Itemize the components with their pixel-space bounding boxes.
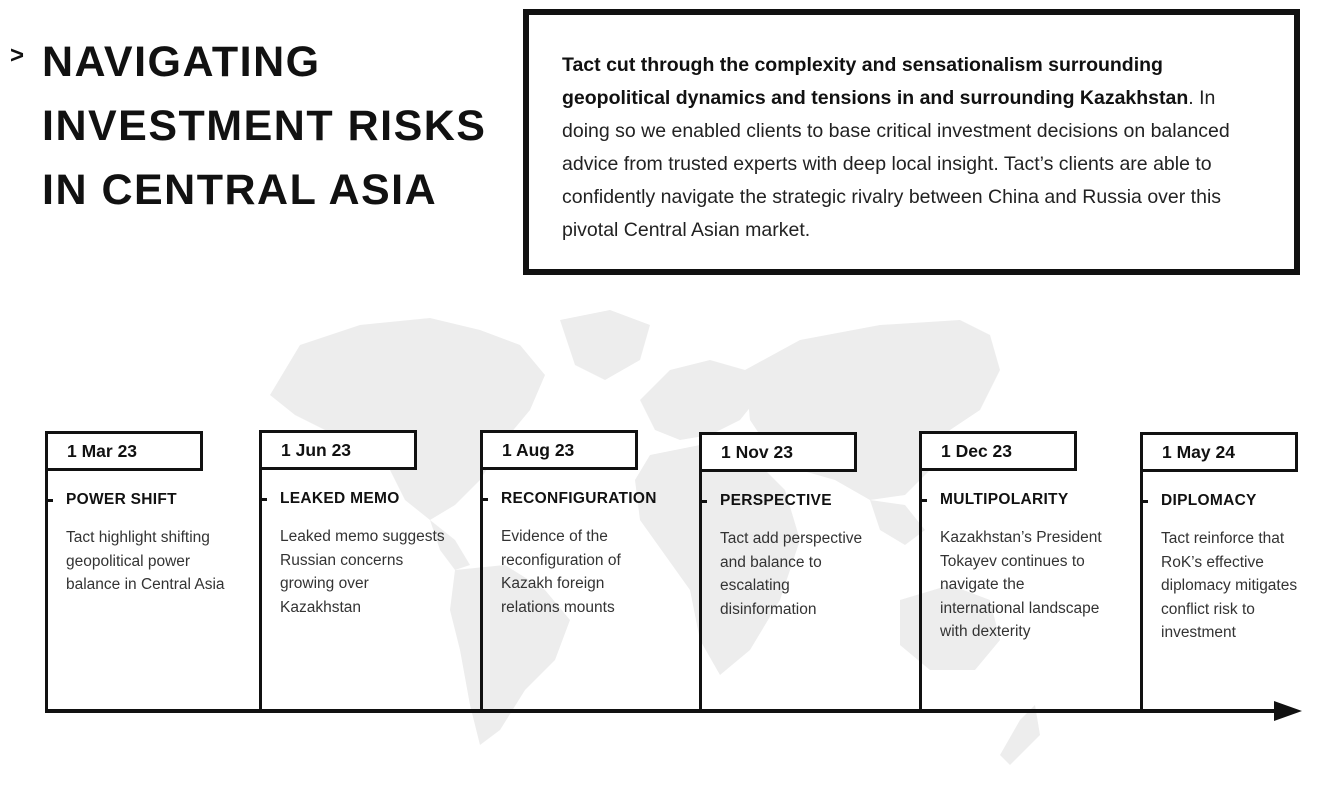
event-title: POWER SHIFT bbox=[66, 491, 177, 508]
timeline-axis bbox=[45, 709, 1285, 713]
event-description: Kazakhstan’s President Tokayev continues to navigate the international landscape with dexterity bbox=[940, 529, 1102, 640]
event-date: 1 Jun 23 bbox=[259, 430, 417, 470]
page-title bbox=[42, 30, 487, 222]
event-description: Tact add perspective and balance to escalating disinformation bbox=[720, 530, 863, 618]
chevron-icon: > bbox=[10, 42, 25, 69]
summary-body-text: . In doing so we enabled clients to base critical investment decisions on balanced advice from trusted experts with deep local insight. Tact’s clients are able to confidently navigate the strategic rivalry between China and Russia over this pivotal Central Asian market. bbox=[562, 87, 1230, 241]
page-title-line-2: INVESTMENT RISKS bbox=[42, 102, 487, 150]
map-new-zealand bbox=[1000, 705, 1040, 765]
event-title: LEAKED MEMO bbox=[280, 490, 400, 507]
event-description: Leaked memo suggests Russian concerns growing over Kazakhstan bbox=[280, 528, 445, 616]
event-title: DIPLOMACY bbox=[1161, 492, 1257, 509]
event-title: RECONFIGURATION bbox=[501, 490, 657, 507]
event-date: 1 Nov 23 bbox=[699, 432, 857, 472]
page-title-line-1: NAVIGATING bbox=[42, 38, 321, 86]
event-description: Tact highlight shifting geopolitical power balance in Central Asia bbox=[66, 529, 225, 593]
timeline-arrow-icon bbox=[1274, 701, 1302, 721]
event-description: Evidence of the reconfiguration of Kazakh foreign relations mounts bbox=[501, 528, 621, 616]
summary-box bbox=[523, 9, 1300, 275]
map-asia bbox=[745, 320, 1000, 500]
event-title: PERSPECTIVE bbox=[720, 492, 832, 509]
event-date: 1 Aug 23 bbox=[480, 430, 638, 470]
map-greenland bbox=[560, 310, 650, 380]
event-title: MULTIPOLARITY bbox=[940, 491, 1069, 508]
map-europe bbox=[640, 360, 760, 440]
event-date: 1 Mar 23 bbox=[45, 431, 203, 471]
summary-bold-text: Tact cut through the complexity and sensationalism surrounding geopolitical dynamics and tensions in and surrounding Kazakhstan bbox=[562, 54, 1189, 109]
event-description: Tact reinforce that RoK’s effective diplomacy mitigates conflict risk to investment bbox=[1161, 530, 1298, 641]
event-date: 1 May 24 bbox=[1140, 432, 1298, 472]
page-title-line-3: IN CENTRAL ASIA bbox=[42, 166, 438, 214]
event-date: 1 Dec 23 bbox=[919, 431, 1077, 471]
